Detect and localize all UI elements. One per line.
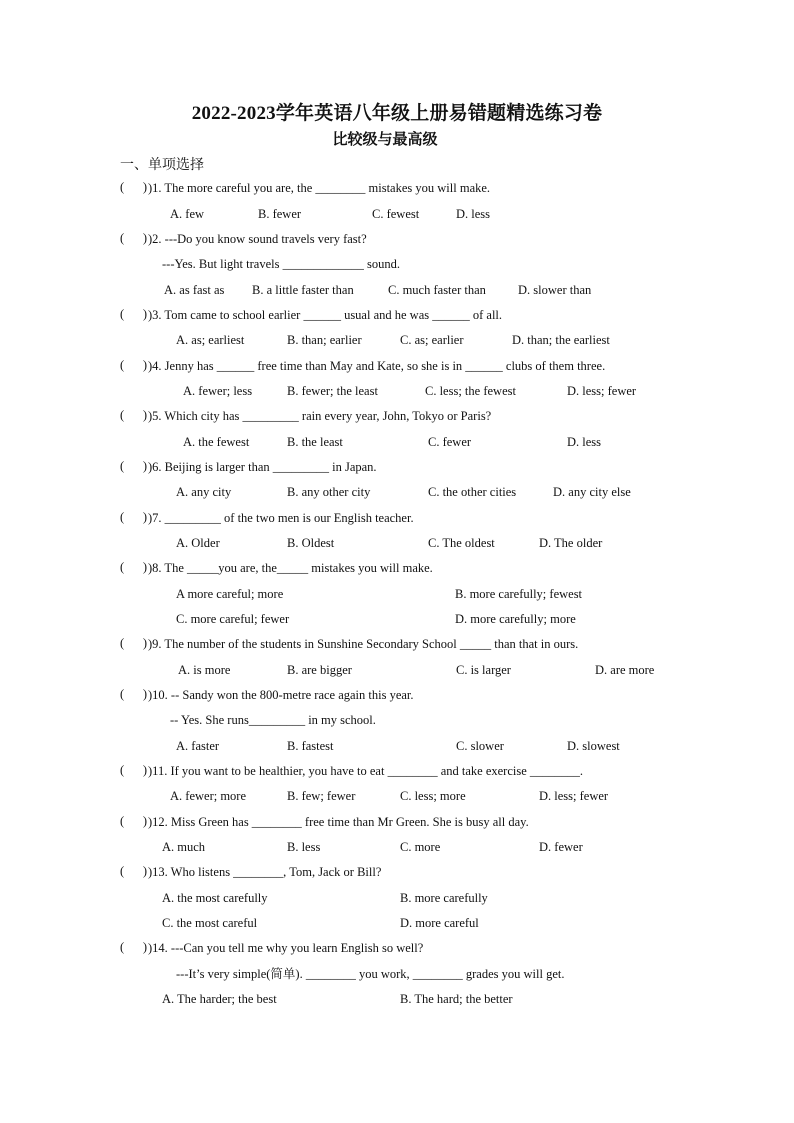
option-b: B. Oldest [287,536,335,550]
option-c: C. The oldest [428,536,495,550]
option-a: A. much [162,840,206,854]
option-a: A. the most carefully [162,891,268,905]
option-b: B. fastest [287,739,334,753]
option-c: C. less; more [400,789,466,803]
question-stem: )5. Which city has _________ rain every year, John, Tokyo or Paris? [148,409,492,423]
option-a: A. fewer; less [183,384,253,398]
answer-blank: ( ) [120,180,148,194]
answer-blank: ( ) [120,510,148,524]
answer-blank: ( ) [120,763,148,777]
option-c: C. fewest [372,207,420,221]
option-a: A. The harder; the best [162,992,277,1006]
question-stem: )8. The _____you are, the_____ mistakes you will make. [148,561,433,575]
answer-blank: ( ) [120,459,148,473]
option-a: A. fewer; more [170,789,247,803]
answer-blank: ( ) [120,560,148,574]
answer-blank: ( ) [120,814,148,828]
option-c: C. much faster than [388,283,486,297]
option-b: B. the least [287,435,343,449]
option-d: D. than; the earliest [512,333,610,347]
option-d: D. slower than [518,283,592,297]
page-subtitle: 比较级与最高级 [332,132,438,148]
option-a: A. Older [176,536,220,550]
option-b: B. a little faster than [252,283,354,297]
option-b: B. The hard; the better [400,992,513,1006]
option-d: D. The older [539,536,603,550]
option-b: B. than; earlier [287,333,362,347]
option-c: C. fewer [428,435,472,449]
page-title: 2022-2023学年英语八年级上册易错题精选练习卷 [191,103,603,124]
option-b: B. are bigger [287,663,352,677]
option-b: B. more carefully [400,891,488,905]
option-c: C. more careful; fewer [176,612,290,626]
option-d: D. fewer [539,840,583,854]
option-c: C. more [400,840,441,854]
question-stem: )13. Who listens ________, Tom, Jack or Bill? [148,865,382,879]
section-heading: 一、单项选择 [120,158,204,173]
option-d: D. any city else [553,485,631,499]
option-a: A. as fast as [164,283,225,297]
option-d: D. less; fewer [539,789,609,803]
question-stem: )10. -- Sandy won the 800-metre race again this year. [148,688,414,702]
answer-blank: ( ) [120,940,148,954]
option-a: A. is more [178,663,231,677]
option-d: D. less [567,435,602,449]
answer-blank: ( ) [120,687,148,701]
option-b: B. more carefully; fewest [455,587,583,601]
answer-blank: ( ) [120,408,148,422]
question-stem: )7. _________ of the two men is our English teacher. [148,511,414,525]
option-c: C. less; the fewest [425,384,516,398]
option-a: A. the fewest [183,435,250,449]
option-d: D. less; fewer [567,384,637,398]
option-a: A. any city [176,485,232,499]
answer-blank: ( ) [120,864,148,878]
option-b: B. any other city [287,485,371,499]
option-c: C. as; earlier [400,333,464,347]
option-b: B. few; fewer [287,789,356,803]
answer-blank: ( ) [120,231,148,245]
question-extra: ---It’s very simple(简单). ________ you work, ________ grades you will get. [176,967,565,981]
answer-blank: ( ) [120,358,148,372]
option-d: D. more carefully; more [455,612,576,626]
answer-blank: ( ) [120,636,148,650]
question-stem: )1. The more careful you are, the ________ mistakes you will make. [148,181,491,195]
question-extra: ---Yes. But light travels _____________ sound. [162,257,400,271]
question-stem: )6. Beijing is larger than _________ in Japan. [148,460,377,474]
question-stem: )12. Miss Green has ________ free time than Mr Green. She is busy all day. [148,815,529,829]
question-stem: )2. ---Do you know sound travels very fast? [148,232,367,246]
option-b: B. fewer [258,207,302,221]
option-a: A. as; earliest [176,333,245,347]
option-d: D. more careful [400,916,479,930]
option-a: A more careful; more [176,587,284,601]
option-b: B. fewer; the least [287,384,378,398]
option-a: A. few [170,207,205,221]
option-a: A. faster [176,739,220,753]
option-d: D. are more [595,663,655,677]
option-d: D. slowest [567,739,620,753]
question-stem: )14. ---Can you tell me why you learn English so well? [148,941,424,955]
question-stem: )11. If you want to be healthier, you have to eat ________ and take exercise ________. [148,764,584,778]
option-c: C. the most careful [162,916,258,930]
option-c: C. the other cities [428,485,517,499]
option-c: C. slower [456,739,504,753]
question-stem: )9. The number of the students in Sunshine Secondary School _____ than that in ours. [148,637,579,651]
option-b: B. less [287,840,321,854]
option-d: D. less [456,207,491,221]
option-c: C. is larger [456,663,511,677]
question-stem: )3. Tom came to school earlier ______ usual and he was ______ of all. [148,308,503,322]
answer-blank: ( ) [120,307,148,321]
question-stem: )4. Jenny has ______ free time than May and Kate, so she is in ______ clubs of them three. [148,359,606,373]
question-extra: -- Yes. She runs_________ in my school. [170,713,376,727]
